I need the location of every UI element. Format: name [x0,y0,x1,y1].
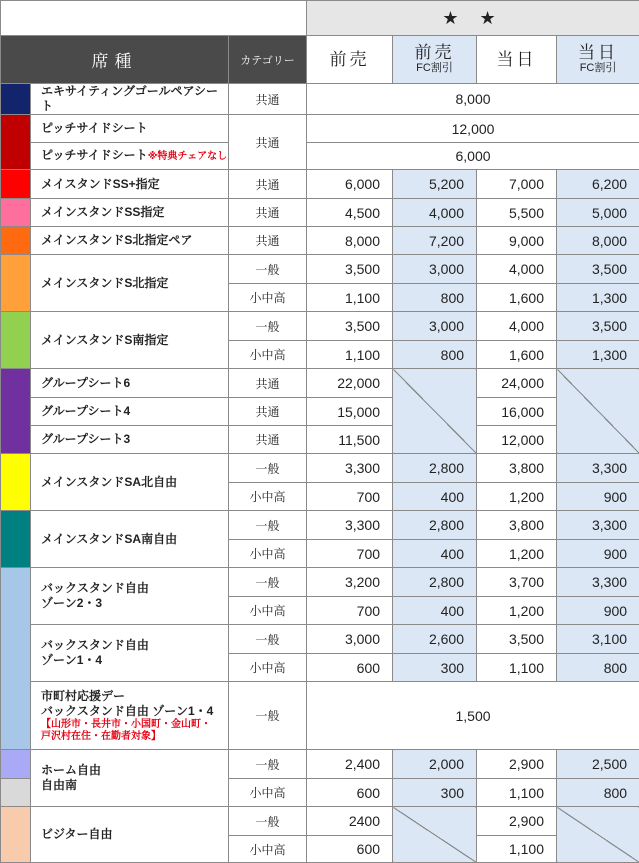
seat-name: グループシート6 [31,369,229,398]
not-available-cell [393,807,477,863]
seat-name-line2: バックスタンド自由 ゾーン1・4 [41,703,214,718]
category-cell: 共通 [229,369,307,398]
price-cell: 600 [307,654,393,682]
category-cell: 小中高 [229,284,307,312]
price-cell: 700 [307,597,393,625]
price-cell: 22,000 [307,369,393,398]
seat-name-line2: 自由南 [41,778,78,792]
category-cell: 共通 [229,426,307,454]
price-cell: 900 [557,597,639,625]
seat-name-with-note [31,143,229,170]
price-cell: 1,500 [307,682,639,750]
category-cell: 共通 [229,398,307,426]
advance-fc-label: 前売 [414,43,455,62]
price-cell: 3,800 [477,511,557,540]
price-cell: 2,800 [393,454,477,483]
price-cell: 3,000 [393,255,477,284]
price-cell: 400 [393,540,477,568]
price-cell: 800 [393,341,477,369]
category-cell: 小中高 [229,597,307,625]
price-cell: 8,000 [557,227,639,255]
header-blank-cell [1,1,307,36]
seat-name: メインスタンドS北指定ペア [31,227,229,255]
price-cell: 1,600 [477,341,557,369]
sameday-price-header [477,36,557,84]
seat-name: エキサイティングゴールペアシート [31,84,229,115]
price-cell: 4,000 [393,199,477,227]
price-cell: 5,200 [393,170,477,199]
category-cell: 小中高 [229,341,307,369]
price-cell: 900 [557,540,639,568]
price-cell: 1,100 [307,284,393,312]
seat-name-line2: ゾーン2・3 [41,596,103,610]
color-swatch [1,568,31,750]
sameday-label: 当日 [496,49,537,69]
seat-name: メインスタンドSA北自由 [31,454,229,511]
price-cell: 2400 [307,807,393,836]
category-cell: 一般 [229,807,307,836]
category-cell: 共通 [229,199,307,227]
price-cell: 4,000 [477,312,557,341]
price-cell: 800 [557,654,639,682]
category-cell: 小中高 [229,483,307,511]
seat-name: メインスタンドSA南自由 [31,511,229,568]
price-cell: 2,000 [393,750,477,779]
color-swatch [1,199,31,227]
price-cell: 2,900 [477,807,557,836]
seat-name [31,750,229,807]
advance-fc-sub: FC割引 [416,62,453,74]
price-cell: 24,000 [477,369,557,398]
seat-name: グループシート4 [31,398,229,426]
color-swatch [1,84,31,115]
color-swatch [1,369,31,454]
category-cell: 小中高 [229,836,307,863]
price-cell: 6,200 [557,170,639,199]
not-available-cell [557,369,639,454]
category-cell: 共通 [229,227,307,255]
category-header: カテゴリー [229,36,307,84]
price-cell: 2,400 [307,750,393,779]
price-cell: 3,500 [307,312,393,341]
seat-name-line2: ゾーン1・4 [41,653,103,667]
sameday-fc-sub: FC割引 [579,62,617,74]
seat-name: メインスタンドS南指定 [31,312,229,369]
seat-name: メイスタンドSS+指定 [31,170,229,199]
category-cell: 一般 [229,454,307,483]
category-cell: 共通 [229,170,307,199]
seat-name-line1: バックスタンド自由 [41,581,149,595]
advance-price-header [307,36,393,84]
price-cell: 3,500 [477,625,557,654]
category-cell: 小中高 [229,654,307,682]
price-cell: 3,300 [307,511,393,540]
price-cell: 700 [307,540,393,568]
price-cell: 400 [393,597,477,625]
seat-name: ピッチサイドシート [41,148,148,162]
category-cell: 一般 [229,255,307,284]
price-cell: 8,000 [307,84,639,115]
price-cell: 1,100 [477,836,557,863]
price-cell: 3,700 [477,568,557,597]
price-cell: 3,500 [557,255,639,284]
price-cell: 4,500 [307,199,393,227]
seat-name [31,682,229,750]
price-cell: 3,000 [393,312,477,341]
price-cell: 16,000 [477,398,557,426]
price-cell: 2,500 [557,750,639,779]
match-rank-stars: ★ ★ [307,1,639,36]
price-cell: 6,000 [307,170,393,199]
price-cell: 2,800 [393,511,477,540]
price-cell: 3,300 [557,568,639,597]
seat-note: ※特典チェアなし [147,151,228,162]
advance-label: 前売 [329,49,370,69]
advance-fc-price-header [393,36,477,84]
price-cell: 3,500 [557,312,639,341]
price-cell: 700 [307,483,393,511]
sameday-fc-price-header [557,36,639,84]
price-cell: 300 [393,779,477,807]
price-cell: 400 [393,483,477,511]
seat-name [31,625,229,682]
price-cell: 3,300 [557,454,639,483]
category-cell: 一般 [229,568,307,597]
seat-name: ピッチサイドシート [31,115,229,143]
color-swatch [1,750,31,779]
price-cell: 2,900 [477,750,557,779]
price-cell: 3,100 [557,625,639,654]
price-cell: 800 [557,779,639,807]
seat-name: グループシート3 [31,426,229,454]
seat-name: メインスタンドSS指定 [31,199,229,227]
sameday-fc-label: 当日 [578,43,619,62]
color-swatch [1,227,31,255]
seat-name: ビジター自由 [31,807,229,863]
price-cell: 15,000 [307,398,393,426]
price-cell: 1,600 [477,284,557,312]
price-cell: 5,000 [557,199,639,227]
price-cell: 1,100 [307,341,393,369]
seat-name-line1: ホーム自由 [41,763,102,777]
seat-name: メインスタンドS北指定 [31,255,229,312]
price-cell: 3,200 [307,568,393,597]
price-cell: 3,300 [557,511,639,540]
price-cell: 3,000 [307,625,393,654]
color-swatch [1,454,31,511]
seat-name [31,568,229,625]
category-cell: 小中高 [229,779,307,807]
not-available-cell [557,807,639,863]
category-cell: 共通 [229,84,307,115]
color-swatch [1,170,31,199]
color-swatch [1,807,31,863]
price-cell: 600 [307,779,393,807]
price-cell: 7,000 [477,170,557,199]
price-cell: 11,500 [307,426,393,454]
category-cell: 一般 [229,312,307,341]
seat-name-line1: 市町村応援デー [41,688,126,703]
price-cell: 1,300 [557,284,639,312]
price-cell: 1,200 [477,483,557,511]
price-cell: 3,500 [307,255,393,284]
category-cell: 一般 [229,682,307,750]
category-cell: 一般 [229,511,307,540]
price-cell: 2,800 [393,568,477,597]
price-cell: 600 [307,836,393,863]
price-cell: 3,800 [477,454,557,483]
color-swatch [1,779,31,807]
price-cell: 1,100 [477,779,557,807]
price-cell: 1,200 [477,540,557,568]
price-cell: 3,300 [307,454,393,483]
category-cell: 小中高 [229,540,307,568]
category-cell: 一般 [229,625,307,654]
color-swatch [1,115,31,170]
price-cell: 4,000 [477,255,557,284]
price-cell: 6,000 [307,143,639,170]
seat-note-line1: 【山形市・長井市・小国町・金山町・ [41,718,211,730]
seat-note-line2: 戸沢村在住・在勤者対象】 [41,730,161,742]
price-cell: 9,000 [477,227,557,255]
price-cell: 1,200 [477,597,557,625]
seat-type-header: 席種 [1,36,229,84]
price-cell: 1,100 [477,654,557,682]
price-cell: 8,000 [307,227,393,255]
price-cell: 900 [557,483,639,511]
price-cell: 1,300 [557,341,639,369]
category-cell: 一般 [229,750,307,779]
price-cell: 800 [393,284,477,312]
price-cell: 12,000 [477,426,557,454]
price-cell: 7,200 [393,227,477,255]
seat-name-line1: バックスタンド自由 [41,638,149,652]
price-cell: 5,500 [477,199,557,227]
price-cell: 300 [393,654,477,682]
color-swatch [1,511,31,568]
price-cell: 2,600 [393,625,477,654]
category-cell: 共通 [229,115,307,170]
color-swatch [1,255,31,312]
not-available-cell [393,369,477,454]
price-cell: 12,000 [307,115,639,143]
color-swatch [1,312,31,369]
